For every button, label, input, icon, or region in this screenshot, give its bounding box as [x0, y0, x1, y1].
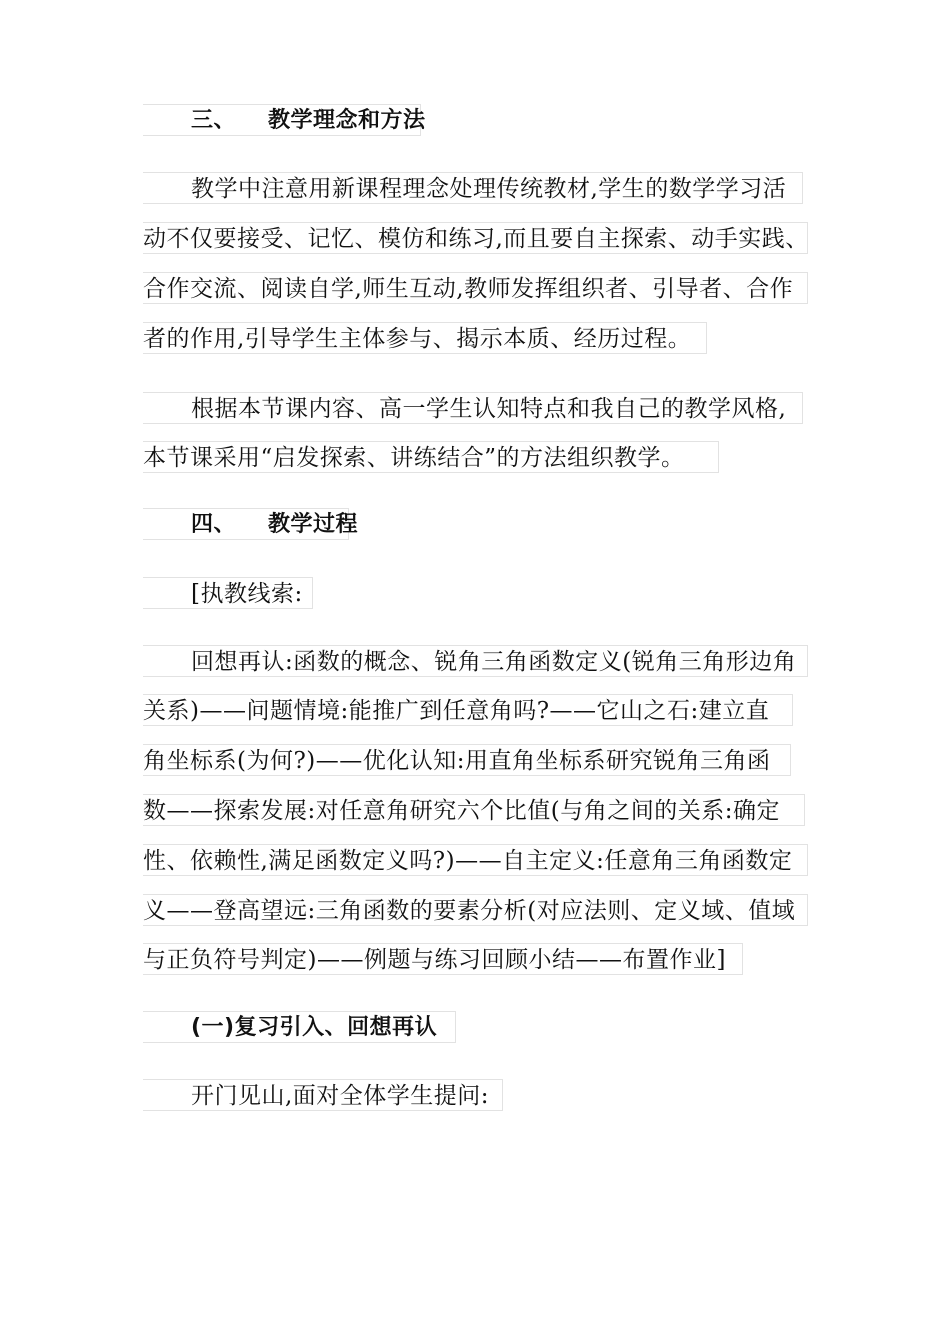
paragraph-line: 根据本节课内容、高一学生认知特点和我自己的教学风格,	[143, 392, 803, 424]
paragraph-line: 教学中注意用新课程理念处理传统教材,学生的数学学习活	[143, 172, 803, 204]
subsection-heading-1	[143, 1011, 456, 1043]
clue-title: [执教线索:	[143, 577, 313, 609]
clue-line: 关系)——问题情境:能推广到任意角吗?——它山之石:建立直	[143, 694, 793, 726]
subsection-title: (一)复习引入、回想再认	[191, 1015, 438, 1040]
paragraph-line: 动不仅要接受、记忆、模仿和练习,而且要自主探索、动手实践、	[143, 222, 808, 254]
section-number: 四、	[191, 512, 237, 537]
clue-line: 回想再认:函数的概念、锐角三角函数定义(锐角三角形边角	[143, 645, 808, 677]
section-title: 教学过程	[268, 512, 359, 537]
paragraph-line: 者的作用,引导学生主体参与、揭示本质、经历过程。	[143, 322, 707, 354]
paragraph-line: 开门见山,面对全体学生提问:	[143, 1079, 503, 1111]
section-heading-3	[143, 104, 426, 136]
clue-line: 义——登高望远:三角函数的要素分析(对应法则、定义域、值域	[143, 894, 808, 926]
clue-line: 性、依赖性,满足函数定义吗?)——自主定义:任意角三角函数定	[143, 844, 808, 876]
clue-line: 与正负符号判定)——例题与练习回顾小结——布置作业]	[143, 943, 743, 975]
clue-line: 角坐标系(为何?)——优化认知:用直角坐标系研究锐角三角函	[143, 744, 791, 776]
paragraph-line: 本节课采用“启发探索、讲练结合”的方法组织教学。	[143, 441, 719, 473]
clue-line: 数——探索发展:对任意角研究六个比值(与角之间的关系:确定	[143, 794, 805, 826]
section-heading-4	[143, 508, 359, 540]
paragraph-line: 合作交流、阅读自学,师生互动,教师发挥组织者、引导者、合作	[143, 272, 808, 304]
section-number: 三、	[191, 108, 237, 133]
section-title: 教学理念和方法	[268, 108, 426, 133]
